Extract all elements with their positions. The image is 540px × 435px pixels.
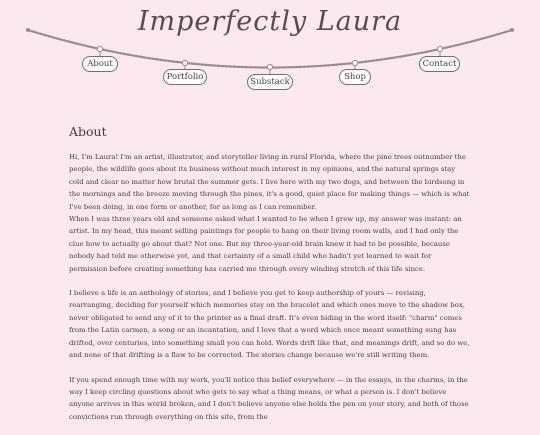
about-paragraph-1: Hi, I'm Laura! I'm an artist, illustrator, and storyteller living in rural Florida, where the pine trees outnumber the people, the wildlife goes about its business without much interest in my opinions, and the natural springs stay cold and clear no matter how brutal the summer gets. I live here with my two dogs, and between the birdsong in the mornings and the breeze moving through the pines, it's a good, quiet place for making things — which is what I've been doing, in one form or another, for as long as I can remember. xyxy=(69,153,470,211)
chain-ring-substack xyxy=(267,64,272,69)
chain-end-right xyxy=(510,28,514,32)
chain-end-left xyxy=(26,28,30,32)
nav-portfolio[interactable]: Portfolio xyxy=(163,69,207,85)
about-paragraph-3: I believe a life is an anthology of stories, and I believe you get to keep authorship of yours — revising, rearranging, deciding for yourself which memories stay on the bracelet and which ones move to the shadow box, never obligated to send any of it to the printer as a final draft. It's even hiding in the word itself: "charm" comes from the Latin carmen, a song or an incantation, and I love that a word which once meant something sung has drifted, over centuries, into something small you can hold. Words drift like that, and meanings drift, and so do we, and none of that drifting is a flaw to be corrected. The stories change because we're still writing them. xyxy=(69,289,470,360)
chain-ring-contact xyxy=(437,46,442,51)
about-paragraph-4: If you spend enough time with my work, you'll notice this belief everywhere — in the essays, in the charms, in the way I keep circling questions about who gets to say what a thing means, or what a person is. I don't believe anyone arrives in this world broken, and I don't believe anyone else holds the pen on your story, and both of those convictions run through everything on this site, from the xyxy=(69,375,469,421)
about-paragraph-2: When I was three years old and someone asked what I wanted to be when I grew up, my answer was instant: an artist. In my head, this meant selling paintings for people to hang on their living room walls, and I had only the clue how to actually go about that? Not one. But my three-year-old brain knew it had to be possible, because nobody had told me otherwise yet, and that certainty of a small child who hadn't yet learned to wait for permission before creating something has carried me through every winding stretch of this life since. xyxy=(69,215,462,273)
main-content xyxy=(69,124,471,435)
nav-about[interactable]: About xyxy=(82,56,118,72)
chain-ring-about xyxy=(97,46,102,51)
chain-ring-shop xyxy=(352,60,357,65)
nav-substack[interactable]: Substack xyxy=(247,74,293,90)
page-heading: About xyxy=(69,124,107,139)
chain-ring-portfolio xyxy=(182,60,187,65)
site-title[interactable]: Imperfectly Laura xyxy=(137,6,403,37)
nav-shop[interactable]: Shop xyxy=(339,69,371,85)
nav-contact[interactable]: Contact xyxy=(419,56,460,72)
